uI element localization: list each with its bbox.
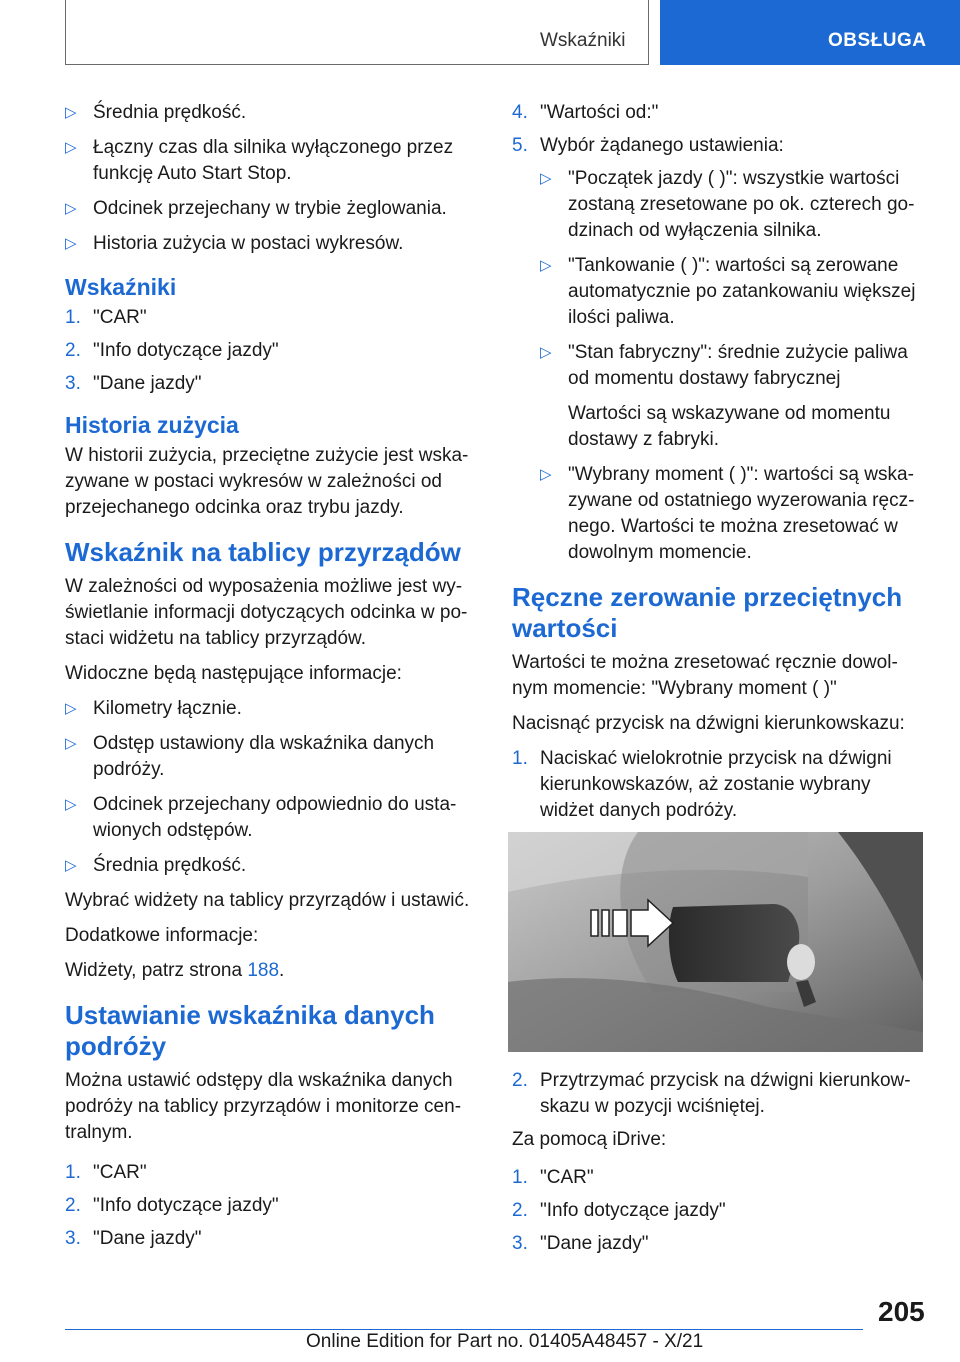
triangle-bullet-icon: ▷: [65, 700, 77, 717]
option-item: ▷ "Tankowanie ( )": wartości są zerowane automatycznie po zatankowaniu większej ilości paliwa.: [540, 255, 916, 328]
step-item: 4. "Wartości od:": [512, 102, 659, 123]
footer-edition: Online Edition for Part no. 01405A48457 - X/21: [306, 1331, 704, 1352]
triangle-bullet-icon: ▷: [540, 257, 552, 274]
header-chapter-tab[interactable]: [660, 0, 960, 65]
option-item: ▷ "Stan fabryczny": średnie zużycie paliwa od momentu dostawy fabrycznej: [540, 342, 908, 389]
heading-ustawianie: Ustawianie wskaźnika danych podróży: [65, 1000, 435, 1061]
list-item: ▷ Średnia prędkość.: [65, 853, 475, 879]
idrive-intro: Za pomocą iDrive:: [512, 1129, 667, 1150]
step-item: 3. "Dane jazdy": [65, 1228, 202, 1249]
option-note: Wartości są wskazywane od momentu dostawy z fabryki.: [568, 403, 891, 450]
list-item: ▷ Odcinek przejechany w trybie żeglowania.: [65, 196, 475, 222]
list-item: ▷ Odstęp ustawiony dla wskaźnika danych podróży.: [65, 733, 435, 780]
step-item: 3. "Dane jazdy": [512, 1233, 649, 1254]
left-column: [65, 100, 475, 1259]
triangle-bullet-icon: ▷: [65, 200, 77, 217]
page-number: 205: [878, 1296, 925, 1327]
option-item: ▷ "Wybrany moment ( )": wartości są wskazywane od ostatniego wyzerowania ręcznego. Wartości te można zresetować w dowolnym momencie.: [540, 464, 915, 563]
list-item: ▷ Średnia prędkość.: [65, 100, 475, 126]
step-item: 2. "Info dotyczące jazdy": [65, 340, 279, 361]
heading-historia-zuzycia: Historia zużycia: [65, 412, 239, 438]
tablica-reference: Widżety, patrz strona 188.: [65, 960, 285, 981]
triangle-bullet-icon: ▷: [65, 104, 77, 121]
step-item: 2. Przytrzymać przycisk na dźwigni kierunkowskazu w pozycji wciśniętej.: [512, 1070, 911, 1117]
triangle-bullet-icon: ▷: [540, 170, 552, 187]
page-header: [0, 0, 960, 65]
triangle-bullet-icon: ▷: [65, 857, 77, 874]
step-item: 1. Naciskać wielokrotnie przycisk na dźwigni kierunkowskazów, aż zostanie wybrany widżet danych podróży.: [512, 748, 892, 821]
tablica-intro: Widoczne będą następujące informacje:: [65, 663, 402, 684]
tablica-after: Wybrać widżety na tablicy przyrządów i ustawić.: [65, 890, 470, 911]
list-item: ▷ Łączny czas dla silnika wyłączonego przez funkcję Auto Start Stop.: [65, 137, 454, 184]
triangle-bullet-icon: ▷: [540, 466, 552, 483]
reczne-text: Wartości te można zresetować ręcznie dowolnym momencie: "Wybrany moment ( )": [512, 652, 898, 699]
lever-illustration: [508, 832, 923, 1052]
footer-divider: [65, 1329, 863, 1330]
right-column: [512, 100, 924, 1264]
header-section-title: Wskaźniki: [540, 30, 626, 51]
step-item: 2. "Info dotyczące jazdy": [512, 1200, 726, 1221]
tablica-extra: Dodatkowe informacje:: [65, 925, 259, 946]
step-item: 3. "Dane jazdy": [65, 373, 202, 394]
header-chapter-label: OBSŁUGA: [828, 30, 927, 51]
triangle-bullet-icon: ▷: [65, 139, 77, 156]
triangle-bullet-icon: ▷: [540, 344, 552, 361]
list-item: ▷ Odcinek przejechany odpowiednio do ustawionych odstępów.: [65, 794, 457, 841]
triangle-bullet-icon: ▷: [65, 735, 77, 752]
step-item: 5. Wybór żądanego ustawienia:: [512, 135, 784, 156]
step-item: 1. "CAR": [65, 307, 147, 328]
heading-wskazniki: Wskaźniki: [65, 274, 177, 300]
step-item: 1. "CAR": [512, 1167, 594, 1188]
triangle-bullet-icon: ▷: [65, 796, 77, 813]
heading-wskaznik-tablica: Wskaźnik na tablicy przyrządów: [65, 537, 461, 567]
step-item: 1. "CAR": [65, 1162, 147, 1183]
triangle-bullet-icon: ▷: [65, 235, 77, 252]
historia-text: W historii zużycia, przeciętne zużycie jest wskazywane w postaci wykresów w zależności od przejechanego odcinka oraz trybu jazdy.: [65, 445, 469, 518]
tablica-text: W zależności od wyposażenia możliwe jest wyświetlanie informacji dotyczących odcinka w postaci widżetu na tablicy przyrządów.: [65, 576, 468, 649]
ustawianie-text: Można ustawić odstępy dla wskaźnika danych podróży na tablicy przyrządów i monitorze centralnym.: [65, 1070, 462, 1143]
heading-reczne-zerowanie: Ręczne zerowanie przeciętnych wartości: [512, 582, 903, 643]
page-reference-link[interactable]: 188: [247, 960, 280, 981]
list-item: ▷ Historia zużycia w postaci wykresów.: [65, 231, 475, 257]
step-item: 2. "Info dotyczące jazdy": [65, 1195, 279, 1216]
reczne-intro: Nacisnąć przycisk na dźwigni kierunkowskazu:: [512, 713, 905, 734]
turn-signal-lever-image: [508, 832, 923, 1052]
option-item: ▷ "Początek jazdy ( )": wszystkie wartości zostaną zresetowane po ok. czterech godzinach od wyłączenia silnika.: [540, 168, 915, 241]
list-item: ▷ Kilometry łącznie.: [65, 696, 475, 722]
